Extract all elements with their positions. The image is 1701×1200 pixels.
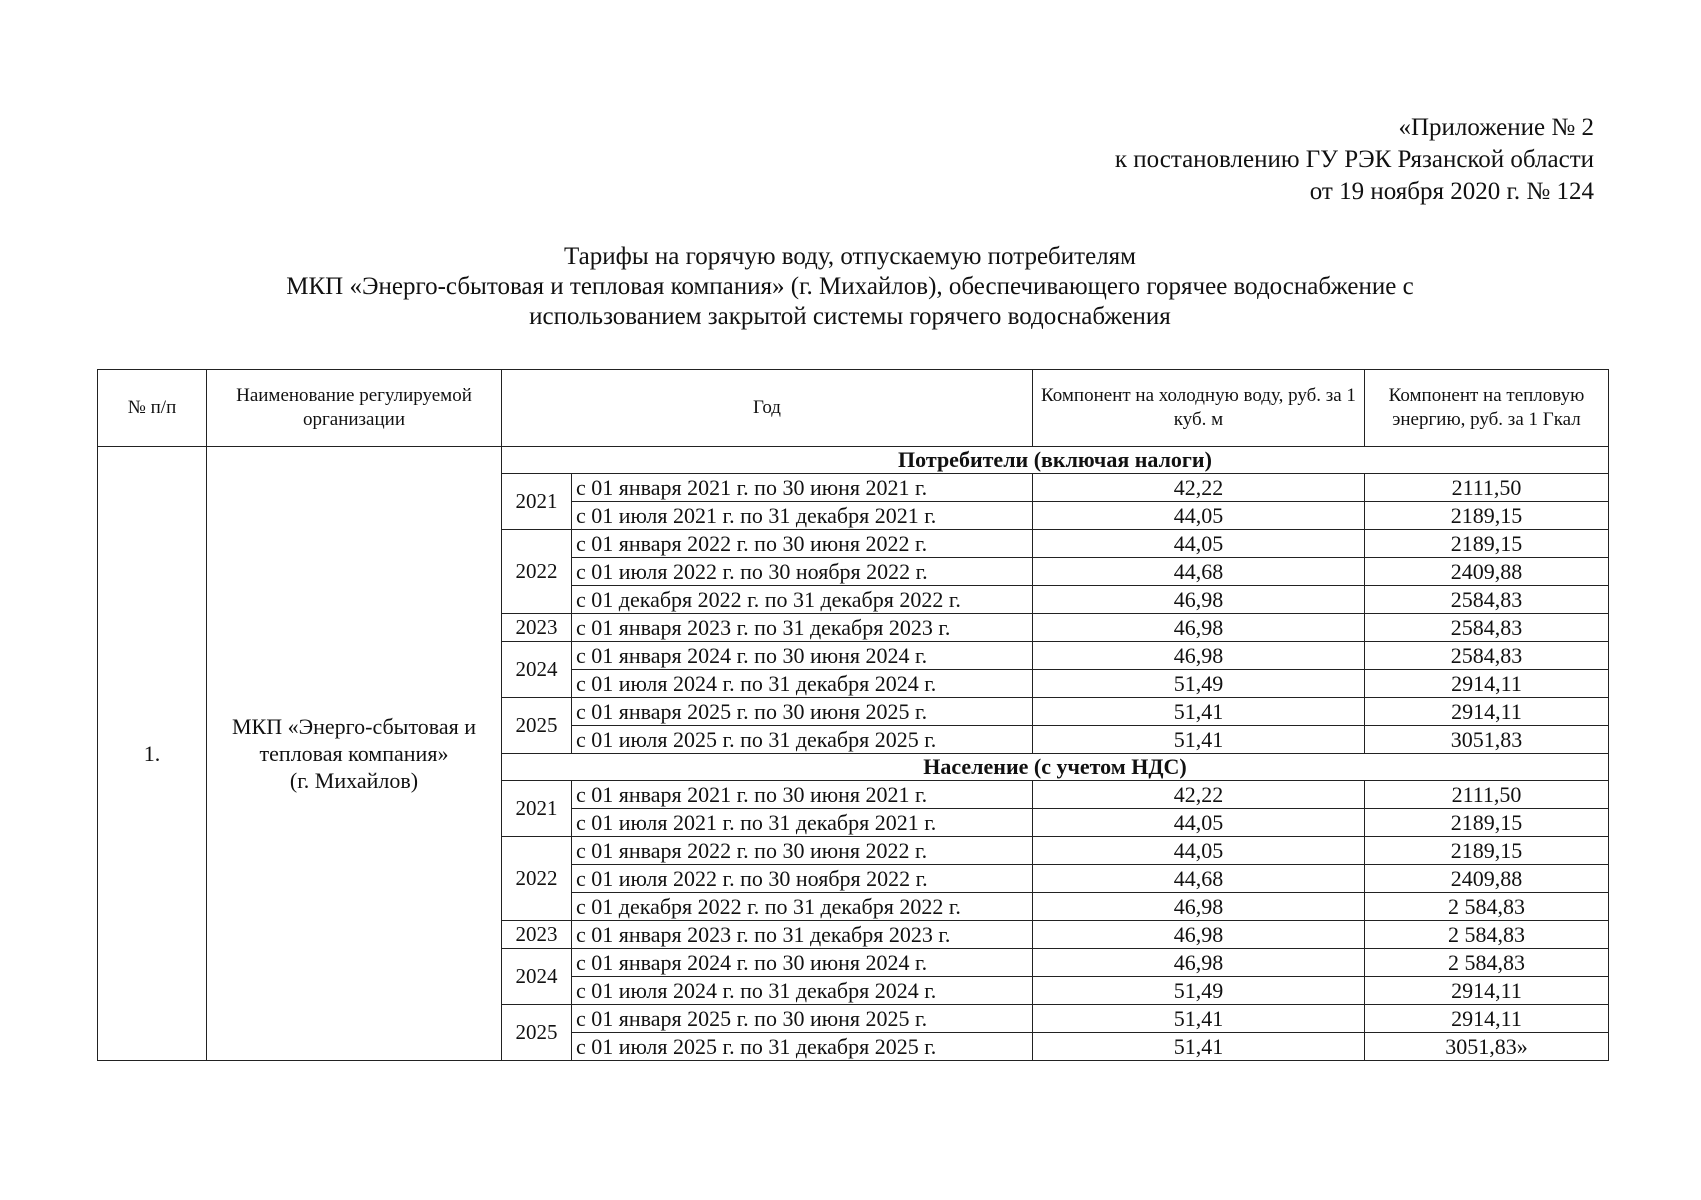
period-cell: с 01 января 2022 г. по 30 июня 2022 г.: [572, 837, 1033, 865]
cold-water-value: 51,41: [1033, 1005, 1365, 1033]
year-cell: 2023: [502, 614, 572, 642]
title-line-2: МКП «Энерго-сбытовая и тепловая компания» (г. Михайлов), обеспечивающего горячее водоснабжение с: [286, 273, 1414, 300]
period-cell: с 01 января 2024 г. по 30 июня 2024 г.: [572, 949, 1033, 977]
heat-energy-value: 2584,83: [1365, 642, 1609, 670]
organization-name-line: тепловая компания»: [259, 741, 449, 766]
cold-water-value: 51,49: [1033, 670, 1365, 698]
year-cell: 2021: [502, 781, 572, 837]
year-cell: 2023: [502, 921, 572, 949]
heat-energy-value: 2409,88: [1365, 558, 1609, 586]
heat-energy-value: 2111,50: [1365, 781, 1609, 809]
period-cell: с 01 июля 2022 г. по 30 ноября 2022 г.: [572, 558, 1033, 586]
heat-energy-value: 2409,88: [1365, 865, 1609, 893]
period-cell: с 01 июля 2025 г. по 31 декабря 2025 г.: [572, 1033, 1033, 1061]
title-line-1: Тарифы на горячую воду, отпускаемую потребителям: [564, 243, 1136, 270]
cold-water-value: 44,68: [1033, 865, 1365, 893]
year-cell: 2022: [502, 837, 572, 921]
period-cell: с 01 июля 2024 г. по 31 декабря 2024 г.: [572, 670, 1033, 698]
period-cell: с 01 декабря 2022 г. по 31 декабря 2022 г.: [572, 586, 1033, 614]
cold-water-value: 46,98: [1033, 893, 1365, 921]
organization-name-line: МКП «Энерго-сбытовая и: [231, 714, 477, 739]
heat-energy-value: 2584,83: [1365, 586, 1609, 614]
cold-water-value: 46,98: [1033, 586, 1365, 614]
section-title: Население (с учетом НДС): [502, 754, 1609, 781]
cold-water-value: 46,98: [1033, 642, 1365, 670]
cold-water-value: 46,98: [1033, 614, 1365, 642]
year-cell: 2025: [502, 698, 572, 754]
year-cell: 2024: [502, 642, 572, 698]
document-title: [150, 242, 1550, 332]
cold-water-value: 44,68: [1033, 558, 1365, 586]
cold-water-value: 42,22: [1033, 781, 1365, 809]
cold-water-value: 51,41: [1033, 698, 1365, 726]
appendix-line-2: к постановлению ГУ РЭК Рязанской области: [1114, 146, 1594, 173]
year-cell: 2022: [502, 530, 572, 614]
year-cell: 2024: [502, 949, 572, 1005]
table-header-row: [98, 370, 1609, 447]
period-cell: с 01 июля 2024 г. по 31 декабря 2024 г.: [572, 977, 1033, 1005]
cold-water-value: 42,22: [1033, 474, 1365, 502]
period-cell: с 01 января 2025 г. по 30 июня 2025 г.: [572, 1005, 1033, 1033]
appendix-reference: [1115, 112, 1594, 208]
period-cell: с 01 января 2021 г. по 30 июня 2021 г.: [572, 781, 1033, 809]
heat-energy-value: 2 584,83: [1365, 949, 1609, 977]
heat-energy-value: 2111,50: [1365, 474, 1609, 502]
cold-water-value: 44,05: [1033, 502, 1365, 530]
cold-water-value: 46,98: [1033, 921, 1365, 949]
cold-water-value: 46,98: [1033, 949, 1365, 977]
organization-cell: [207, 447, 502, 1061]
cold-water-value: 51,41: [1033, 1033, 1365, 1061]
header-heat-energy: Компонент на тепловую энергию, руб. за 1 Гкал: [1365, 370, 1609, 447]
heat-energy-value: 2914,11: [1365, 1005, 1609, 1033]
section-row: [98, 447, 1609, 474]
heat-energy-value: 2189,15: [1365, 502, 1609, 530]
period-cell: с 01 июля 2021 г. по 31 декабря 2021 г.: [572, 502, 1033, 530]
heat-energy-value: 3051,83»: [1365, 1033, 1609, 1061]
year-cell: 2025: [502, 1005, 572, 1061]
period-cell: с 01 июля 2022 г. по 30 ноября 2022 г.: [572, 865, 1033, 893]
heat-energy-value: 2914,11: [1365, 698, 1609, 726]
period-cell: с 01 декабря 2022 г. по 31 декабря 2022 г.: [572, 893, 1033, 921]
header-organization: Наименование регулируемой организации: [207, 370, 502, 447]
header-cold-water: Компонент на холодную воду, руб. за 1 куб. м: [1033, 370, 1365, 447]
period-cell: с 01 июля 2025 г. по 31 декабря 2025 г.: [572, 726, 1033, 754]
cold-water-value: 44,05: [1033, 809, 1365, 837]
header-number: № п/п: [98, 370, 207, 447]
heat-energy-value: 2914,11: [1365, 670, 1609, 698]
cold-water-value: 44,05: [1033, 530, 1365, 558]
period-cell: с 01 января 2023 г. по 31 декабря 2023 г.: [572, 921, 1033, 949]
year-cell: 2021: [502, 474, 572, 530]
heat-energy-value: 2189,15: [1365, 530, 1609, 558]
cold-water-value: 51,41: [1033, 726, 1365, 754]
period-cell: с 01 января 2023 г. по 31 декабря 2023 г.: [572, 614, 1033, 642]
period-cell: с 01 января 2025 г. по 30 июня 2025 г.: [572, 698, 1033, 726]
tariff-table: [97, 369, 1609, 1061]
period-cell: с 01 января 2022 г. по 30 июня 2022 г.: [572, 530, 1033, 558]
heat-energy-value: 3051,83: [1365, 726, 1609, 754]
cold-water-value: 44,05: [1033, 837, 1365, 865]
appendix-line-3: от 19 ноября 2020 г. № 124: [1309, 178, 1594, 205]
title-line-3: использованием закрытой системы горячего водоснабжения: [529, 303, 1171, 330]
period-cell: с 01 января 2024 г. по 30 июня 2024 г.: [572, 642, 1033, 670]
appendix-line-1: «Приложение № 2: [1398, 114, 1594, 141]
cold-water-value: 51,49: [1033, 977, 1365, 1005]
period-cell: с 01 января 2021 г. по 30 июня 2021 г.: [572, 474, 1033, 502]
heat-energy-value: 2189,15: [1365, 837, 1609, 865]
header-year: Год: [502, 370, 1033, 447]
heat-energy-value: 2 584,83: [1365, 893, 1609, 921]
tariff-table-body: [98, 447, 1609, 1061]
section-title: Потребители (включая налоги): [502, 447, 1609, 474]
organization-name-line: (г. Михайлов): [289, 768, 419, 793]
period-cell: с 01 июля 2021 г. по 31 декабря 2021 г.: [572, 809, 1033, 837]
row-number-cell: 1.: [98, 447, 207, 1061]
heat-energy-value: 2189,15: [1365, 809, 1609, 837]
heat-energy-value: 2914,11: [1365, 977, 1609, 1005]
heat-energy-value: 2 584,83: [1365, 921, 1609, 949]
heat-energy-value: 2584,83: [1365, 614, 1609, 642]
